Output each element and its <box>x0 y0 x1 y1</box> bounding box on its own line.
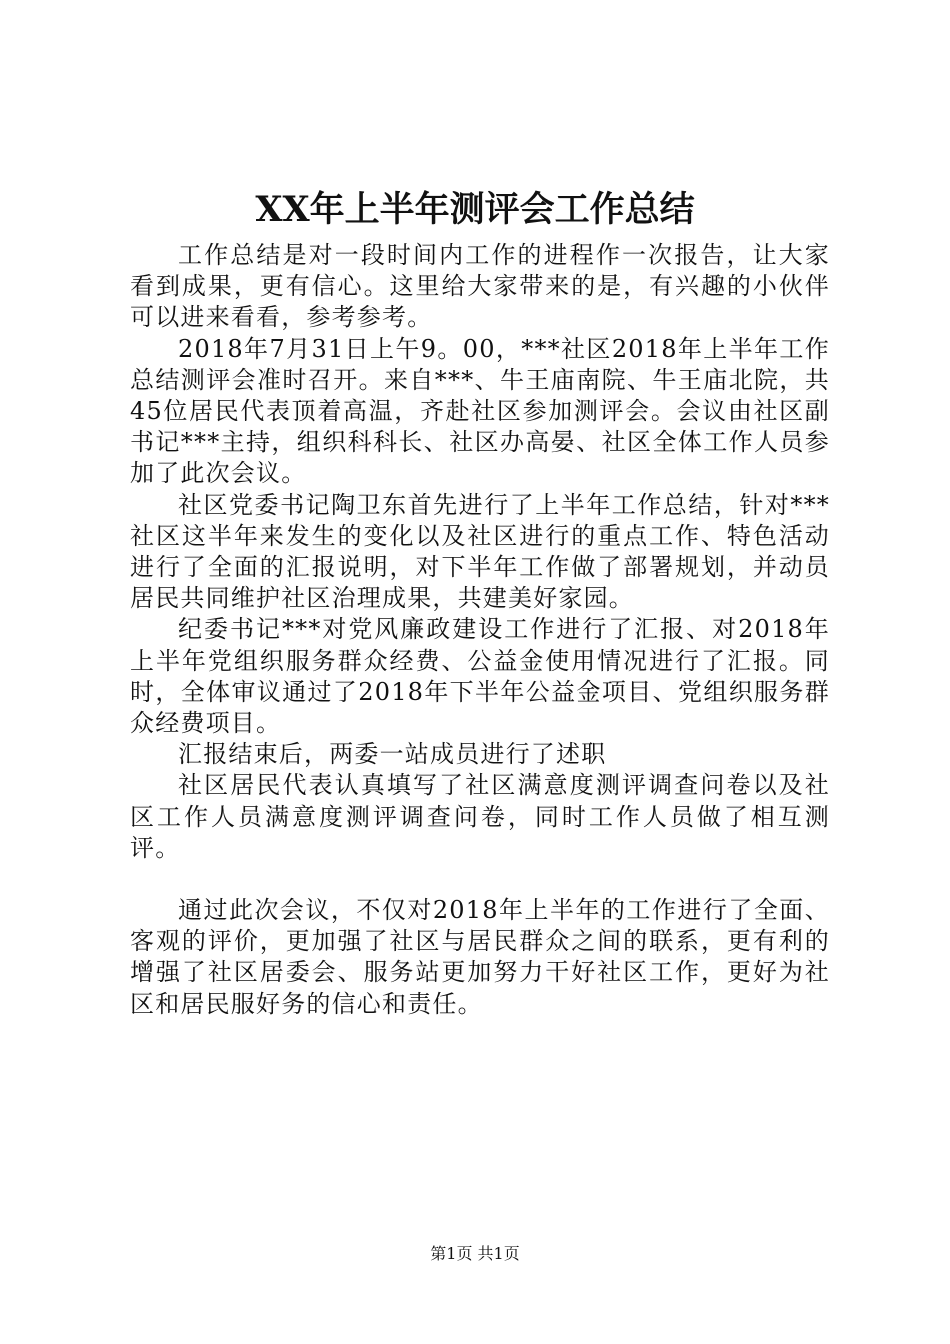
conclusion-paragraph: 通过此次会议，不仅对2018年上半年的工作进行了全面、客观的评价，更加强了社区与居民群众之间的联系，更有利的增强了社区居委会、服务站更加努力干好社区工作，更好为社区和居民服好务的信心和责任。 <box>130 896 830 1018</box>
survey-paragraph: 社区居民代表认真填写了社区满意度测评调查问卷以及社区工作人员满意度测评调查问卷，同时工作人员做了相互测评。 <box>130 771 830 862</box>
document-body <box>130 240 830 1020</box>
intro-paragraph: 工作总结是对一段时间内工作的进程作一次报告，让大家看到成果，更有信心。这里给大家带来的是，有兴趣的小伙伴可以进来看看，参考参考。 <box>130 241 830 332</box>
discipline-report-paragraph: 纪委书记***对党风廉政建设工作进行了汇报、对2018年上半年党组织服务群众经费、公益金使用情况进行了汇报。同时，全体审议通过了2018年下半年公益金项目、党组织服务群众经费项目。 <box>130 615 830 738</box>
party-secretary-report-paragraph: 社区党委书记陶卫东首先进行了上半年工作总结，针对***社区这半年来发生的变化以及社区进行的重点工作、特色活动进行了全面的汇报说明，对下半年工作做了部署规划，并动员居民共同维护社区治理成果，共建美好家园。 <box>130 490 830 613</box>
debriefing-paragraph: 汇报结束后，两委一站成员进行了述职 <box>178 740 607 769</box>
meeting-opening-paragraph: 2018年7月31日上午9。00，***社区2018年上半年工作总结测评会准时召开。来自***、牛王庙南院、牛王庙北院，共45位居民代表顶着高温，齐赴社区参加测评会。会议由社区副书记***主持，组织科科长、社区办高晏、社区全体工作人员参加了此次会议。 <box>130 334 830 488</box>
page-footer: 第1页 共1页 <box>430 1244 520 1263</box>
document-title: XX年上半年测评会工作总结 <box>255 189 695 230</box>
blank-line <box>130 864 830 895</box>
